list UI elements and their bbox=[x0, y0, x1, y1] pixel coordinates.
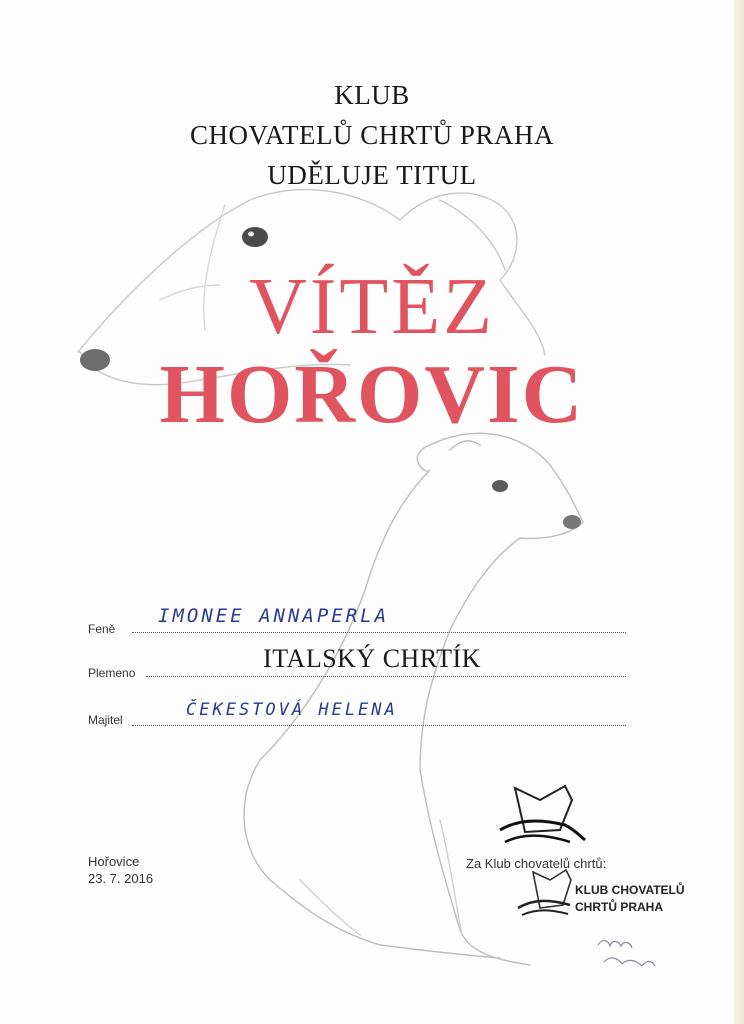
stamp-line-1: KLUB CHOVATELŮ bbox=[575, 883, 685, 897]
header-grants-title: UDĚLUJE TITUL bbox=[267, 160, 477, 190]
title-winner: VÍTĚZ bbox=[248, 263, 495, 351]
field-value-majitel: ČEKESTOVÁ HELENA bbox=[186, 700, 398, 720]
small-dog-nose bbox=[563, 515, 581, 529]
paper-edge bbox=[734, 0, 744, 1024]
field-line-majitel bbox=[132, 725, 626, 726]
field-label-fene: Feně bbox=[88, 622, 116, 636]
club-stamp bbox=[575, 882, 685, 916]
field-label-plemeno: Plemeno bbox=[88, 666, 136, 680]
field-line-fene bbox=[132, 632, 626, 633]
club-logo-icon bbox=[500, 786, 585, 842]
small-dog-eye bbox=[492, 480, 508, 492]
field-value-plemeno: ITALSKÝ CHRTÍK bbox=[263, 644, 481, 673]
header-club: KLUB bbox=[334, 80, 410, 110]
field-label-majitel: Majitel bbox=[88, 713, 123, 727]
sketch-eye bbox=[242, 227, 268, 247]
stamp-logo-icon bbox=[518, 870, 571, 915]
field-line-plemeno bbox=[146, 676, 626, 677]
header-club-name: CHOVATELŮ CHRTŮ PRAHA bbox=[190, 120, 554, 150]
issue-date: 23. 7. 2016 bbox=[88, 871, 154, 886]
field-value-fene: IMONEE ANNAPERLA bbox=[158, 605, 390, 627]
signature bbox=[598, 941, 655, 966]
place-name: Hořovice bbox=[88, 854, 140, 869]
stamp-line-2: CHRTŮ PRAHA bbox=[575, 900, 663, 914]
title-town: HOŘOVIC bbox=[159, 348, 585, 441]
place-and-date bbox=[88, 853, 153, 887]
signature-caption: Za Klub chovatelů chrtů: bbox=[466, 856, 607, 871]
